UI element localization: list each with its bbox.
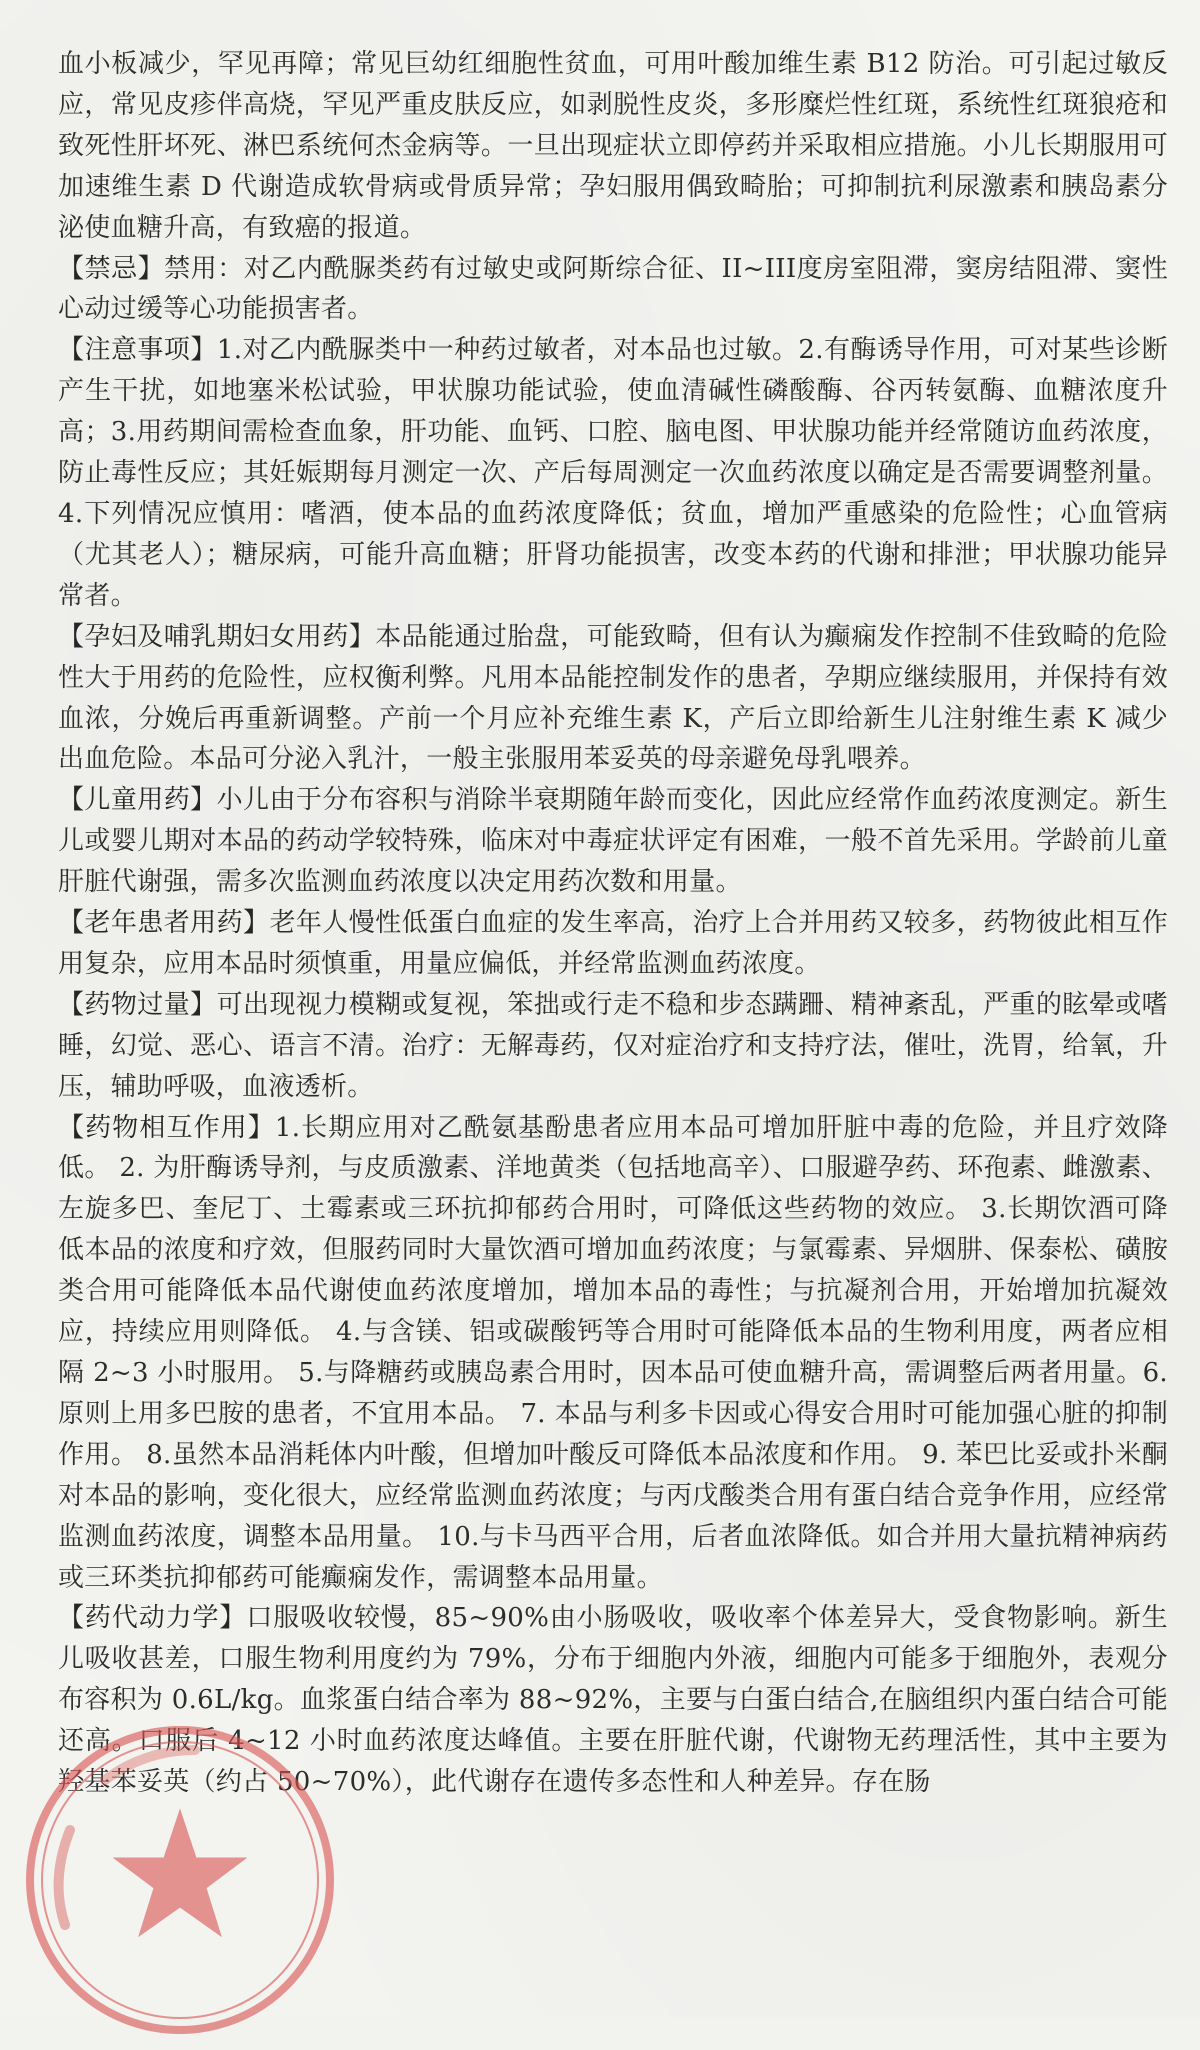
paragraph-text: 老年人慢性低蛋白血症的发生率高，治疗上合并用药又较多，药物彼此相互作用复杂，应用本品时须慎重，用量应偏低，并经常监测血药浓度。 [58,908,1168,979]
section-heading: 【孕妇及哺乳期妇女用药】 [58,621,376,652]
section-heading: 【禁忌】 [58,253,165,284]
section-heading: 【老年患者用药】 [58,908,270,939]
paragraph-text: 1.长期应用对乙酰氨基酚患者应用本品可增加肝脏中毒的危险，并且疗效降低。 2. 为肝酶诱导剂，与皮质激素、洋地黄类（包括地高辛）、口服避孕药、环孢素、雌激素、左旋多巴、奎尼丁、土霉素或三环抗抑郁药合用时，可降低这些药物的效应。 3.长期饮酒可降低本品的浓度和疗效，但服药同时大量饮酒可增加血药浓度；与氯霉素、异烟肼、保泰松、磺胺类合用可能降低本品代谢使血药浓度增加，增加本品的毒性；与抗凝剂合用，开始增加抗凝效应，持续应用则降低。 4.与含镁、铝或碳酸钙等合用时可能降低本品的生物利用度，两者应相隔 2~3 小时服用。 5.与降糖药或胰岛素合用时，因本品可使血糖升高，需调整后两者用量。6.原则上用多巴胺的患者，不宜用本品。 7. 本品与利多卡因或心得安合用时可能加强心脏的抑制作用。 8.虽然本品消耗体内叶酸，但增加叶酸反可降低本品浓度和作用。 9. 苯巴比妥或扑米酮对本品的影响，变化很大，应经常监测血药浓度；与丙戊酸类合用有蛋白结合竞争作用，应经常监测血药浓度，调整本品用量。 10.与卡马西平合用，后者血浓降低。如合并用大量抗精神病药或三环类抗抑郁药可能癫痫发作，需调整本品用量。 [58,1112,1168,1593]
overdose-section [58,985,1168,1108]
section-heading: 【注意事项】 [58,335,217,366]
pregnancy-lactation-section [58,617,1168,781]
paragraph-text: 口服吸收较慢，85~90%由小肠吸收，吸收率个体差异大，受食物影响。新生儿吸收甚差，口服生物利用度约为 79%，分布于细胞内外液，细胞内可能多于细胞外，表观分布容积为 0.6L/kg。血浆蛋白结合率为 88~92%，主要与白蛋白结合,在脑组织内蛋白结合可能还高。口服后 4~12 小时血药浓度达峰值。主要在肝脏代谢，代谢物无药理活性，其中主要为羟基苯妥英（约占 50~70%），此代谢存在遗传多态性和人种差异。存在肠 [58,1603,1168,1798]
drug-interactions-section [58,1108,1168,1599]
paragraph-text: 禁用：对乙内酰脲类药有过敏史或阿斯综合征、II~III度房室阻滞，窦房结阻滞、窦性心动过缓等心功能损害者。 [58,253,1168,325]
paragraph-text: 小儿由于分布容积与消除半衰期随年龄而变化，因此应经常作血药浓度测定。新生儿或婴儿期对本品的药动学较特殊，临床对中毒症状评定有困难，一般不首先采用。学龄前儿童肝脏代谢强，需多次监测血药浓度以决定用药次数和用量。 [58,785,1168,898]
precautions-section [58,330,1168,616]
adverse-reactions-continued [58,44,1168,249]
paragraph-text: 本品能通过胎盘，可能致畸，但有认为癫痫发作控制不佳致畸的危险性大于用药的危险性，应权衡利弊。凡用本品能控制发作的患者，孕期应继续服用，并保持有效血浓，分娩后再重新调整。产前一个月应补充维生素 K，产后立即给新生儿注射维生素 K 减少出血危险。本品可分泌入乳汁，一般主张服用苯妥英的母亲避免母乳喂养。 [58,621,1168,775]
paragraph-text: 血小板减少，罕见再障；常见巨幼红细胞性贫血，可用叶酸加维生素 B12 防治。可引起过敏反应，常见皮疹伴高烧，罕见严重皮肤反应，如剥脱性皮炎，多形糜烂性红斑，系统性红斑狼疮和致死性肝坏死、淋巴系统何杰金病等。一旦出现症状立即停药并采取相应措施。小儿长期服用可加速维生素 D 代谢造成软骨病或骨质异常；孕妇服用偶致畸胎；可抑制抗利尿激素和胰岛素分泌使血糖升高，有致癌的报道。 [58,49,1168,243]
pharmacokinetics-section [58,1598,1168,1803]
section-heading: 【药物过量】 [58,989,217,1020]
paragraph-text: 1.对乙内酰脲类中一种药过敏者，对本品也过敏。2.有酶诱导作用，可对某些诊断产生干扰，如地塞米松试验，甲状腺功能试验，使血清碱性磷酸酶、谷丙转氨酶、血糖浓度升高；3.用药期间需检查血象，肝功能、血钙、口腔、脑电图、甲状腺功能并经常随访血药浓度，防止毒性反应；其妊娠期每月测定一次、产后每周测定一次血药浓度以确定是否需要调整剂量。4.下列情况应慎用：嗜酒，使本品的血药浓度降低；贫血，增加严重感染的危险性；心血管病（尤其老人）；糖尿病，可能升高血糖；肝肾功能损害，改变本药的代谢和排泄；甲状腺功能异常者。 [58,335,1168,611]
drug-insert-text [58,44,1168,1803]
section-heading: 【药物相互作用】 [58,1112,275,1143]
contraindications-section [58,249,1168,331]
section-heading: 【药代动力学】 [58,1603,247,1634]
paragraph-text: 可出现视力模糊或复视，笨拙或行走不稳和步态蹒跚、精神紊乱，严重的眩晕或嗜睡，幻觉、恶心、语言不清。治疗：无解毒药，仅对症治疗和支持疗法，催吐，洗胃，给氧，升压，辅助呼吸，血液透析。 [58,989,1168,1102]
pediatric-use-section [58,780,1168,903]
geriatric-use-section [58,903,1168,985]
section-heading: 【儿童用药】 [58,785,217,816]
